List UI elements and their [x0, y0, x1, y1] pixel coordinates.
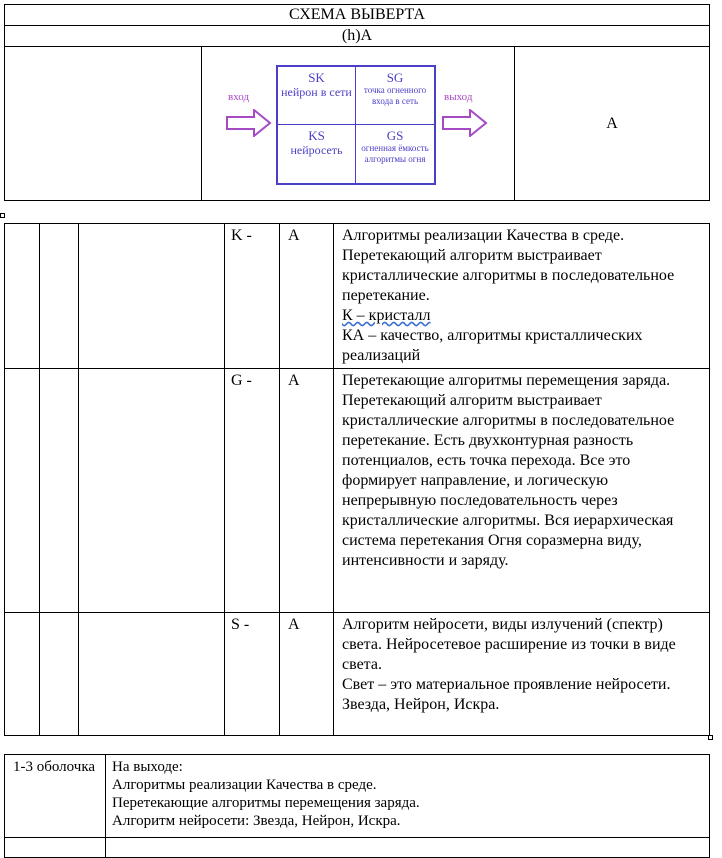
cell-code: KS — [308, 128, 325, 143]
empty-cell — [106, 838, 710, 858]
row-text — [334, 224, 710, 369]
vyvert-diagram — [202, 47, 514, 200]
output-label: выход — [444, 91, 473, 103]
row-text — [334, 613, 710, 736]
empty-cell — [40, 613, 79, 736]
table-row — [5, 613, 710, 736]
table-row — [5, 369, 710, 613]
scheme-empty-cell — [5, 47, 202, 201]
text-line — [342, 306, 701, 326]
text-line: Алгоритм нейросети, виды излучений (спектр) света. Нейросетевое расширение из точки в виде света. — [342, 616, 676, 673]
text-line: Перетекающие алгоритмы перемещения заряда. — [112, 795, 420, 811]
cell-code: SG — [386, 70, 404, 85]
text-line: Алгоритмы реализации Качества в среде. — [342, 227, 625, 244]
text-line: Перетекающие алгоритмы перемещения заряда. — [342, 372, 671, 389]
row-code: G - — [225, 369, 280, 613]
scheme-right-value: A — [515, 47, 710, 201]
empty-cell — [40, 224, 79, 369]
empty-cell — [79, 224, 225, 369]
grid-cell-sg — [356, 67, 434, 125]
row-text — [334, 369, 710, 613]
output-text — [106, 755, 710, 838]
scheme-title: СХЕМА ВЫВЕРТА — [5, 5, 710, 26]
text-line: Звезда, Нейрон, Искра. — [342, 696, 500, 713]
output-arrow-icon — [442, 109, 488, 137]
row-code: S - — [225, 613, 280, 736]
output-table — [4, 754, 710, 858]
empty-cell — [5, 369, 40, 613]
input-label: вход — [228, 91, 250, 103]
cell-desc: нейросеть — [290, 143, 343, 157]
row-value: А — [280, 224, 334, 369]
row-value: А — [280, 613, 334, 736]
scheme-table — [4, 4, 710, 201]
table-move-handle-icon[interactable] — [0, 213, 5, 218]
empty-cell — [5, 838, 106, 858]
text-line: Алгоритм нейросети: Звезда, Нейрон, Искра. — [112, 813, 401, 829]
text-line: Свет – это материальное проявление нейросети. — [342, 676, 671, 693]
shell-label: 1-3 оболочка — [5, 755, 106, 838]
text-line: Алгоритмы реализации Качества в среде. — [112, 777, 377, 793]
table-row — [5, 224, 710, 369]
text-line: Перетекающий алгоритм выстраивает кристаллические алгоритмы в последовательное перетекание. — [342, 247, 675, 304]
empty-cell — [40, 369, 79, 613]
row-value: А — [280, 369, 334, 613]
row-code: K - — [225, 224, 280, 369]
empty-cell — [79, 613, 225, 736]
text-line-content: К – кристалл — [342, 307, 431, 324]
input-arrow-icon — [226, 109, 272, 137]
algorithm-table — [4, 223, 710, 736]
table-row — [5, 755, 710, 838]
cell-desc: огненная ёмкость алгоритмы огня — [361, 143, 429, 164]
text-line: КА – качество, алгоритмы кристаллических реализаций — [342, 327, 643, 364]
table-row — [5, 838, 710, 858]
empty-cell — [79, 369, 225, 613]
cell-code: SK — [308, 70, 325, 85]
table-resize-handle-icon[interactable] — [708, 735, 713, 740]
text-line: На выходе: — [112, 759, 183, 775]
scheme-grid — [276, 65, 436, 185]
empty-cell — [5, 224, 40, 369]
text-line: Перетекающий алгоритм выстраивает кристаллические алгоритмы в последовательное перетекание. Есть двухконтурная разность потенциалов, есть точка перехода. Все это формирует направление, и логическую непрерывную последовательность через кристаллические алгоритмы. Вся иерархическая система перетекания Огня соразмерна виду, интенсивности и заряду. — [342, 392, 675, 569]
cell-desc: нейрон в сети — [281, 85, 352, 99]
empty-cell — [5, 613, 40, 736]
cell-desc: точка огненного входа в сеть — [363, 85, 427, 106]
scheme-diagram-cell — [202, 47, 515, 201]
grid-cell-sk — [278, 67, 356, 125]
grid-cell-ks — [278, 125, 356, 183]
grid-cell-gs — [356, 125, 434, 183]
scheme-subtitle: (h)A — [5, 26, 710, 47]
cell-code: GS — [386, 128, 404, 143]
